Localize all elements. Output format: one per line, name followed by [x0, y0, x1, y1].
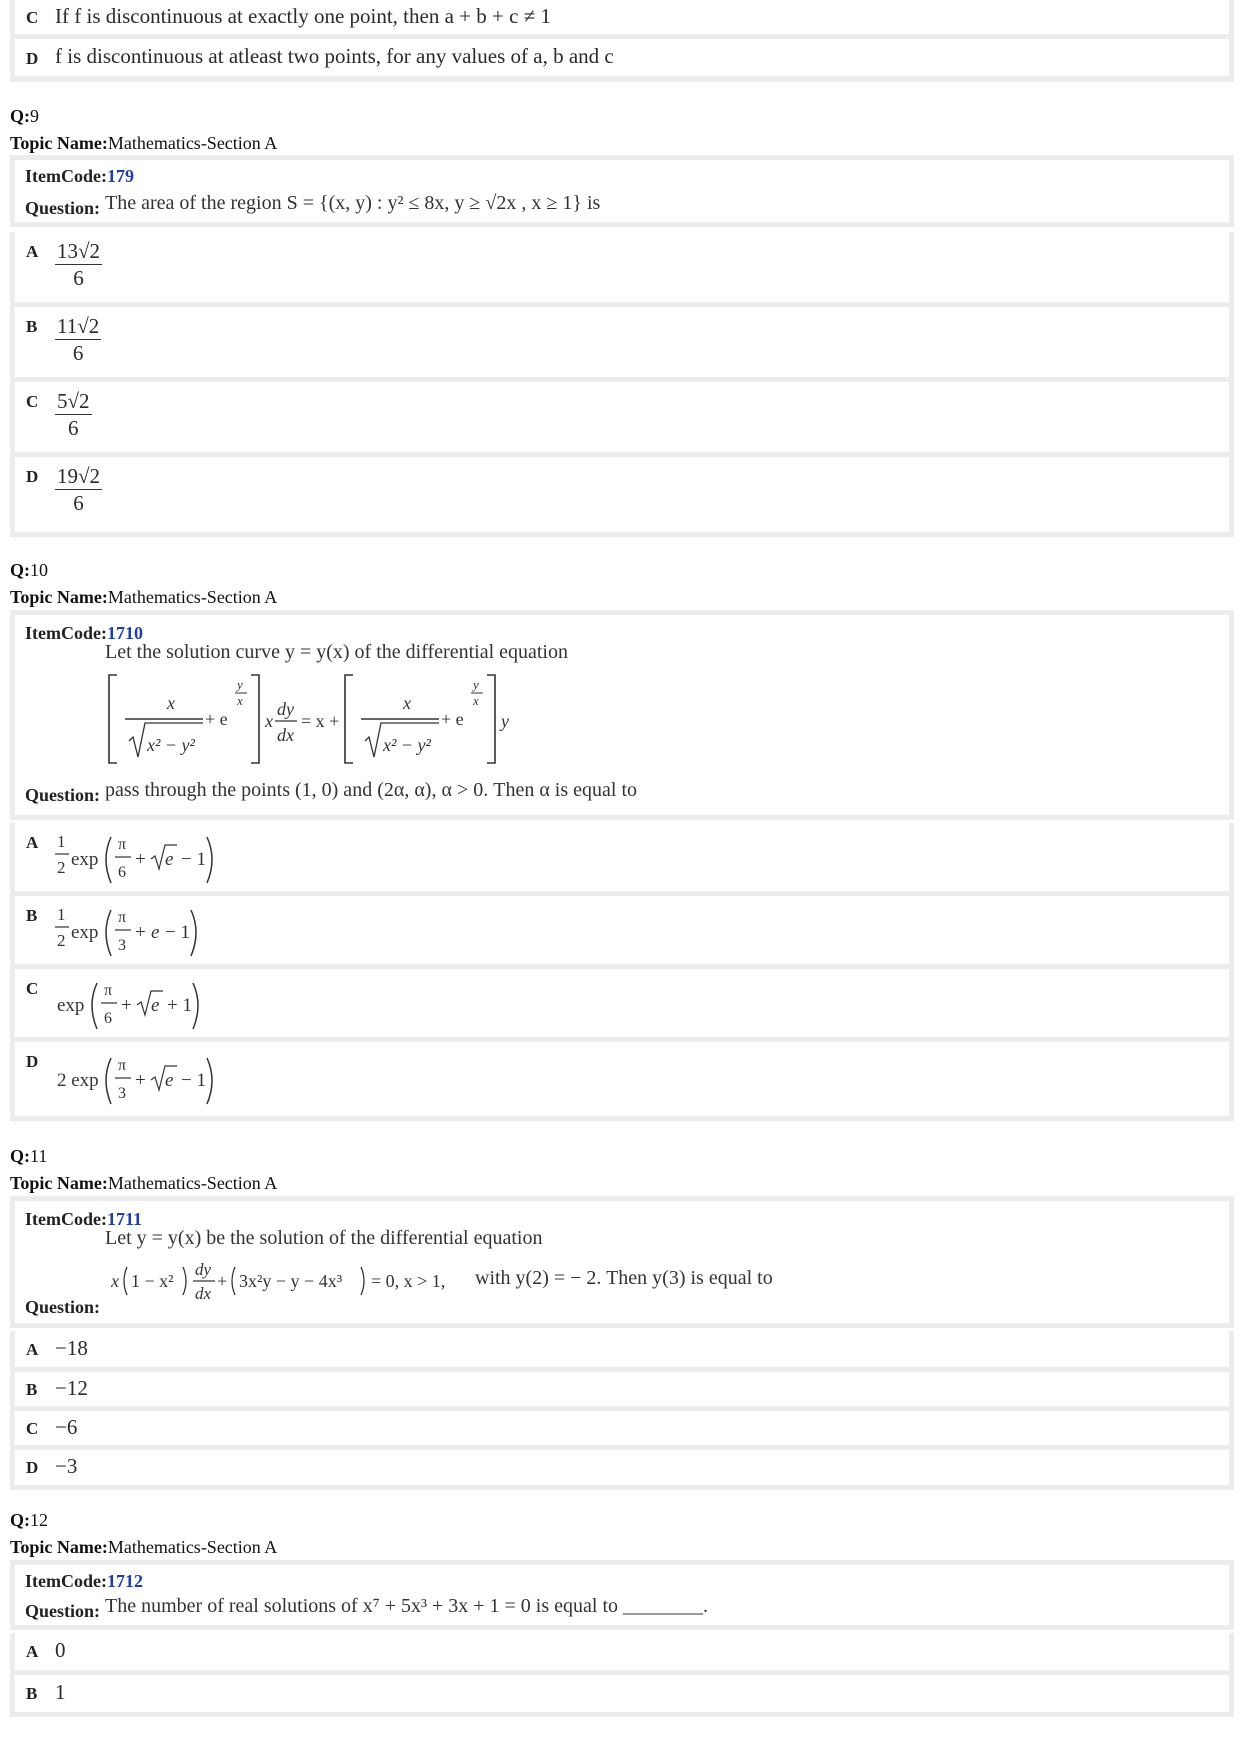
option-letter: B	[26, 1380, 38, 1399]
question-number: Q:11	[10, 1146, 48, 1166]
svg-text:2: 2	[57, 931, 66, 950]
svg-text:exp: exp	[71, 849, 99, 870]
question-number: Q:12	[10, 1510, 48, 1530]
svg-text:x: x	[265, 711, 273, 731]
option-letter: C	[26, 392, 39, 411]
svg-text:+ e: + e	[205, 709, 228, 729]
svg-text:x² − y²: x² − y²	[383, 735, 431, 755]
option-text: −6	[55, 1415, 78, 1439]
svg-text:x: x	[167, 693, 175, 713]
svg-text:x² − y²: x² − y²	[147, 735, 195, 755]
svg-text:3: 3	[118, 937, 126, 954]
svg-text:dx: dx	[195, 1284, 212, 1303]
svg-text:1: 1	[57, 905, 66, 924]
svg-text:+: +	[217, 1271, 228, 1291]
svg-text:− 1: − 1	[181, 849, 206, 870]
svg-text:exp: exp	[57, 995, 85, 1016]
svg-text:e: e	[165, 849, 174, 870]
svg-text:x: x	[403, 693, 411, 713]
option-letter: D	[26, 467, 39, 486]
question-label: Question:	[25, 198, 101, 218]
option-letter: C	[26, 979, 39, 998]
svg-text:2 exp: 2 exp	[57, 1070, 99, 1091]
option-letter: B	[26, 906, 38, 925]
svg-text:dy: dy	[195, 1260, 212, 1279]
option-row-c[interactable]	[15, 382, 1229, 452]
option-row-d[interactable]	[15, 1042, 1229, 1116]
option-row-b[interactable]	[15, 1372, 1229, 1406]
q8-options-table	[10, 0, 1234, 82]
svg-text:e: e	[151, 995, 160, 1016]
svg-text:+ 1: + 1	[167, 995, 192, 1016]
svg-text:e: e	[165, 1070, 174, 1091]
svg-text:6: 6	[118, 864, 126, 881]
topic-name: Topic Name:Mathematics-Section A	[10, 133, 278, 153]
differential-equation-formula	[111, 1253, 471, 1309]
option-row-b[interactable]	[15, 1675, 1229, 1712]
svg-text:π: π	[118, 909, 127, 926]
svg-text:+: +	[135, 849, 146, 870]
option-row-c[interactable]	[15, 969, 1229, 1037]
option-fraction: $\frac{5√2}{6}$	[57, 389, 90, 440]
svg-text:2: 2	[57, 858, 66, 877]
option-text: −3	[55, 1454, 78, 1478]
q9-header-box	[10, 155, 1234, 227]
option-row-a[interactable]	[15, 1633, 1229, 1670]
topic-name: Topic Name:Mathematics-Section A	[10, 1537, 278, 1557]
option-letter: A	[26, 833, 39, 852]
svg-text:+: +	[121, 995, 132, 1016]
question-label: Question:	[25, 1601, 101, 1621]
item-code: ItemCode:1710	[25, 623, 143, 643]
q10-header-box	[10, 610, 1234, 820]
svg-text:e: e	[151, 922, 160, 943]
option-letter: C	[26, 1419, 39, 1438]
topic-name: Topic Name:Mathematics-Section A	[10, 587, 278, 607]
item-code: ItemCode:1711	[25, 1209, 142, 1229]
option-text: 0	[55, 1638, 66, 1662]
option-formula	[55, 1048, 275, 1114]
q10-options-table	[10, 823, 1234, 1121]
option-row-a[interactable]	[15, 823, 1229, 891]
option-row-a[interactable]	[15, 1331, 1229, 1367]
option-text: −18	[55, 1336, 88, 1360]
option-letter: D	[26, 49, 39, 68]
option-row-c[interactable]	[15, 1411, 1229, 1445]
option-letter: D	[26, 1052, 39, 1071]
option-row-d[interactable]	[15, 457, 1229, 532]
option-letter: A	[26, 242, 39, 261]
q12-options-table	[10, 1633, 1234, 1717]
option-row-b[interactable]	[15, 896, 1229, 964]
svg-text:3x²y − y − 4x³: 3x²y − y − 4x³	[239, 1271, 343, 1291]
question-number: Q:10	[10, 560, 48, 580]
differential-equation-formula	[105, 671, 585, 771]
svg-text:y: y	[473, 677, 479, 692]
option-text: 1	[55, 1680, 66, 1704]
svg-text:= x +: = x +	[301, 711, 340, 731]
question-intro: Let the solution curve y = y(x) of the differential equation	[105, 641, 568, 663]
svg-text:x: x	[111, 1271, 119, 1291]
option-letter: B	[26, 317, 38, 336]
svg-text:+: +	[135, 922, 146, 943]
option-letter: B	[26, 1684, 38, 1703]
question-intro: Let y = y(x) be the solution of the differential equation	[105, 1227, 543, 1249]
svg-text:1: 1	[57, 832, 66, 851]
question-text: pass through the points (1, 0) and (2α, α), α > 0. Then α is equal to	[105, 779, 638, 801]
question-text: The number of real solutions of x⁷ + 5x³ + 3x + 1 = 0 is equal to ________.	[105, 1595, 709, 1617]
option-formula	[55, 827, 275, 893]
q12-header-box	[10, 1560, 1234, 1630]
svg-text:+: +	[135, 1070, 146, 1091]
option-fraction: $\frac{19√2}{6}$	[57, 464, 101, 515]
option-fraction: $\frac{13√2}{6}$	[57, 239, 101, 290]
option-text: If f is discontinuous at exactly one point, then a + b + c ≠ 1	[55, 4, 551, 28]
option-letter: D	[26, 1458, 39, 1477]
option-fraction: $\frac{11√2}{6}$	[57, 314, 100, 365]
option-row-c[interactable]	[15, 0, 1229, 34]
option-letter: A	[26, 1642, 39, 1661]
item-code: ItemCode:1712	[25, 1571, 143, 1591]
svg-text:dx: dx	[277, 725, 294, 745]
svg-text:π: π	[118, 1057, 127, 1074]
svg-text:exp: exp	[71, 922, 99, 943]
option-row-a[interactable]	[15, 232, 1229, 302]
svg-text:x: x	[473, 693, 479, 708]
topic-name: Topic Name:Mathematics-Section A	[10, 1173, 278, 1193]
option-text: f is discontinuous at atleast two points, for any values of a, b and c	[55, 44, 614, 68]
option-formula	[55, 900, 275, 966]
svg-text:− 1: − 1	[181, 1070, 206, 1091]
option-row-d[interactable]	[15, 39, 1229, 76]
option-row-d[interactable]	[15, 1450, 1229, 1485]
q11-header-box	[10, 1196, 1234, 1328]
option-letter: C	[26, 8, 39, 27]
option-row-b[interactable]	[15, 307, 1229, 377]
equation-tail: with y(2) = − 2. Then y(3) is equal to	[475, 1267, 773, 1289]
svg-text:6: 6	[104, 1010, 112, 1027]
option-letter: A	[26, 1340, 39, 1359]
svg-text:+ e: + e	[441, 709, 464, 729]
item-code: ItemCode:179	[25, 166, 134, 186]
q11-options-table	[10, 1331, 1234, 1490]
svg-text:1 − x²: 1 − x²	[131, 1271, 174, 1291]
svg-text:− 1: − 1	[165, 922, 190, 943]
question-label: Question:	[25, 1297, 101, 1317]
svg-text:x: x	[237, 693, 243, 708]
svg-text:π: π	[118, 836, 127, 853]
question-label: Question:	[25, 785, 101, 805]
question-text: The area of the region S = {(x, y) : y² ≤ 8x, y ≥ √2x , x ≥ 1} is	[105, 192, 601, 214]
svg-text:π: π	[104, 982, 113, 999]
question-number: Q:9	[10, 106, 39, 126]
svg-text:y: y	[237, 677, 243, 692]
option-formula	[55, 973, 275, 1039]
q9-options-table	[10, 232, 1234, 537]
svg-text:y: y	[501, 711, 509, 731]
svg-text:3: 3	[118, 1085, 126, 1102]
option-text: −12	[55, 1376, 88, 1400]
svg-text:= 0, x > 1,: = 0, x > 1,	[371, 1271, 446, 1291]
svg-text:dy: dy	[277, 699, 294, 719]
